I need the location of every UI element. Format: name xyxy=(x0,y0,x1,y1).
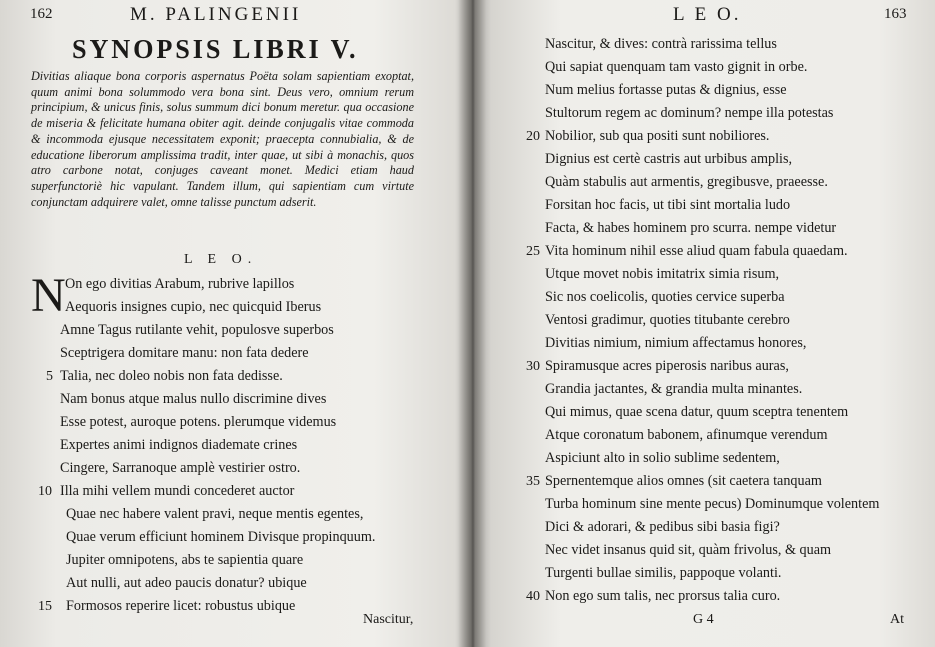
verse-line: Dignius est certè castris aut urbibus amplis, xyxy=(545,151,793,167)
line-number: 35 xyxy=(526,474,540,489)
synopsis-text: Divitias aliaque bona corporis aspernatus Poëta solam sapientiam exoptat, quum animi bona solummodo vera bona sint. Deus vero, omnium rerum principium, & unicus finis, solus summum dici bonum meretur. qua occasione de miseria & felicitate humana obiter agit. deinde conjugalis vitae commoda & incommoda ejusque necessitatem exponit; praecepta connubialia, & de educatione liberorum amplissima tradit, inter quae, ut sibi à monachis, quos atro carbone notat, conjuges caveant monet. Medici etiam haud superfunctoriè hic vapulant. Tandem illum, qui sapientiam cum virtute conjunctam adquirere valet, omne talisse punctum adserit. xyxy=(31,69,414,209)
verse-line: Cingere, Sarranoque amplè vestirier ostro. xyxy=(60,460,301,476)
catchword-right: At xyxy=(890,612,904,627)
line-number: 20 xyxy=(526,129,540,144)
verse-line: Num melius fortasse putas & dignius, esse xyxy=(545,82,787,98)
verse-line: Nobilior, sub qua positi sunt nobiliores. xyxy=(545,128,770,144)
verse-line: Esse potest, auroque potens. plerumque videmus xyxy=(60,414,337,430)
verse-line: Nam bonus atque malus nullo discrimine dives xyxy=(60,391,327,407)
verse-line: Non ego sum talis, nec prorsus talia curo. xyxy=(545,588,781,604)
verse-line: Sic nos coelicolis, quoties cervice superba xyxy=(545,289,785,305)
verse-line: Atque coronatum babonem, afinumque verendum xyxy=(545,427,828,443)
running-head-left: M. PALINGENII xyxy=(130,4,302,25)
verse-line: Qui sapiat quenquam tam vasto gignit in orbe. xyxy=(545,59,808,75)
verse-line: Formosos reperire licet: robustus ubique xyxy=(66,598,296,614)
verse-line: Nascitur, & dives: contrà rarissima tellus xyxy=(545,36,777,52)
signature-mark: G 4 xyxy=(693,612,714,627)
line-number: 40 xyxy=(526,589,540,604)
verse-line: Nec videt insanus quid sit, quàm frivolus, & quam xyxy=(545,542,832,558)
verse-line: Amne Tagus rutilante vehit, populosve superbos xyxy=(60,322,334,338)
verse-line: Quae verum efficiunt hominem Divisque propinquum. xyxy=(66,529,376,545)
verse-line: Talia, nec doleo nobis non fata dedisse. xyxy=(60,368,283,384)
page-number-left: 162 xyxy=(30,6,53,22)
verse-line: Dici & adorari, & pedibus sibi basia figi? xyxy=(545,519,780,535)
verse-line: On ego divitias Arabum, rubrive lapillos xyxy=(65,276,295,292)
verse-line: Vita hominum nihil esse aliud quam fabula quaedam. xyxy=(545,243,848,259)
verse-line: Aut nulli, aut adeo paucis donatur? ubique xyxy=(66,575,307,591)
verse-line: Utque movet nobis imitatrix simia risum, xyxy=(545,266,780,282)
verse-line: Aequoris insignes cupio, nec quicquid Iberus xyxy=(65,299,322,315)
verse-line: Jupiter omnipotens, abs te sapientia quare xyxy=(66,552,304,568)
right-page xyxy=(478,0,935,647)
line-number: 5 xyxy=(46,369,53,384)
drop-cap: N xyxy=(31,269,66,322)
verse-line: Forsitan hoc facis, ut tibi sint mortalia ludo xyxy=(545,197,791,213)
verse-line: Spiramusque acres piperosis naribus auras, xyxy=(545,358,789,374)
verse-line: Quae nec habere valent pravi, neque mentis egentes, xyxy=(66,506,364,522)
running-head-right: L E O. xyxy=(673,4,742,25)
line-number: 10 xyxy=(38,484,52,499)
verse-line: Facta, & habes hominem pro scurra. nempe videtur xyxy=(545,220,837,236)
page-number-right: 163 xyxy=(884,6,907,22)
verse-line: Grandia jactantes, & grandia multa minantes. xyxy=(545,381,803,397)
verse-line: Illa mihi vellem mundi concederet auctor xyxy=(60,483,295,499)
verse-line: Expertes animi indignos diademate crines xyxy=(60,437,298,453)
verse-line: Quàm stabulis aut armentis, gregibusve, praeesse. xyxy=(545,174,828,190)
verse-line: Stultorum regem ac dominum? nempe illa potestas xyxy=(545,105,834,121)
verse-line: Spernentemque alios omnes (sit caetera tanquam xyxy=(545,473,822,489)
catchword-left: Nascitur, xyxy=(363,612,414,627)
verse-line: Sceptrigera domitare manu: non fata dedere xyxy=(60,345,309,361)
line-number: 30 xyxy=(526,359,540,374)
section-head: L E O. xyxy=(184,252,258,267)
verse-line: Turgenti bullae similis, pappoque volanti. xyxy=(545,565,782,581)
verse-line: Qui mimus, quae scena datur, quum sceptra tenentem xyxy=(545,404,849,420)
line-number: 15 xyxy=(38,599,52,614)
verse-line: Turba hominum sine mente pecus) Dominumque volentem xyxy=(545,496,880,512)
verse-line: Aspiciunt alto in solio sublime sedentem, xyxy=(545,450,780,466)
verse-line: Ventosi gradimur, quoties titubante cerebro xyxy=(545,312,790,328)
line-number: 25 xyxy=(526,244,540,259)
verse-line: Divitias nimium, nimium affectamus honores, xyxy=(545,335,807,351)
synopsis-title: SYNOPSIS LIBRI V. xyxy=(72,34,359,64)
